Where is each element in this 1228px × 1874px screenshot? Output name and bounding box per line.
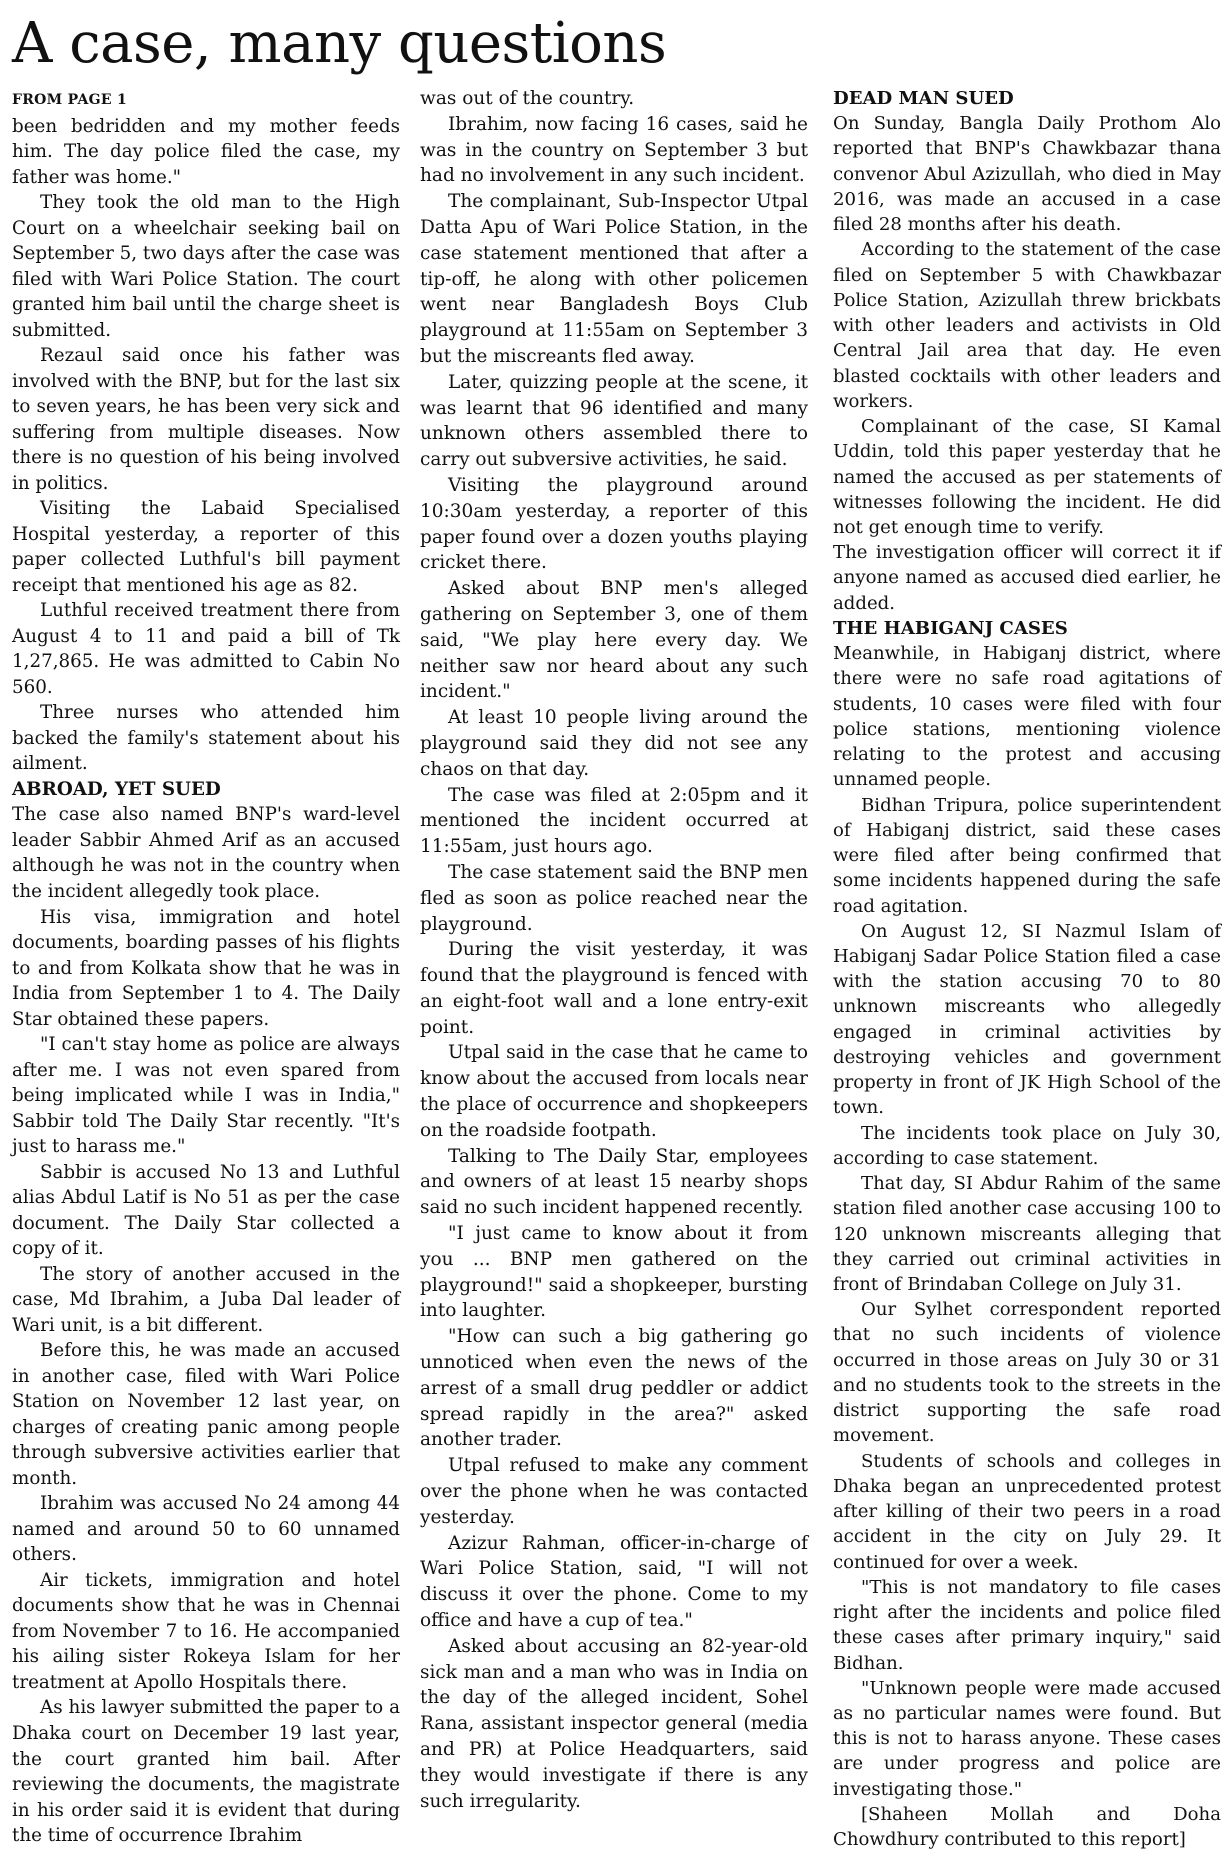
paragraph: The investigation officer will correct it if anyone named as accused died earlier, he added.	[833, 542, 1221, 614]
paragraph: "How can such a big gathering go unnoticed when even the news of the arrest of a small drug peddler or addict spread rapidly in the area?" asked another trader.	[420, 1326, 808, 1451]
paragraph: The incidents took place on July 30, according to case statement.	[833, 1122, 1221, 1169]
paragraph: Our Sylhet correspondent reported that no such incidents of violence occurred in those areas on July 30 or 31 and no students took to the streets in the district supporting the safe road movement.	[833, 1299, 1221, 1447]
paragraph: Asked about BNP men's alleged gathering on September 3, one of them said, "We play here every day. We neither saw nor heard about any such incident."	[420, 578, 808, 703]
paragraph: Meanwhile, in Habiganj district, where there were no safe road agitations of students, 10 cases were filed with four police stations, mentioning violence relating to the protest and accusing unnamed people.	[833, 643, 1221, 791]
paragraph: The case also named BNP's ward-level leader Sabbir Ahmed Arif as an accused although he was not in the country when the incident allegedly took place.	[12, 804, 400, 902]
paragraph: Bidhan Tripura, police superintendent of Habiganj district, said these cases were filed after being confirmed that some incidents happened during the safe road agitation.	[833, 794, 1221, 917]
paragraph: Rezaul said once his father was involved with the BNP, but for the last six to seven years, he has been very sick and suffering from multiple diseases. Now there is no question of his being involved in politics.	[12, 345, 400, 494]
paragraph: Three nurses who attended him backed the family's statement about his ailment.	[12, 702, 400, 775]
article-column-1	[12, 86, 400, 1849]
article-column-2	[420, 86, 808, 1814]
headline: A case, many questions	[12, 11, 667, 76]
paragraph: During the visit yesterday, it was found that the playground is fenced with an eight-foot wall and a lone entry-exit point.	[420, 939, 808, 1038]
paragraph: Asked about accusing an 82-year-old sick man and a man who was in India on the day of the alleged incident, Sohel Rana, assistant inspector general (media and PR) at Police Headquarters, said they would investigate if there is any such irregularity.	[420, 1635, 808, 1812]
paragraph: At least 10 people living around the playground said they did not see any chaos on that day.	[420, 707, 808, 780]
paragraph: According to the statement of the case filed on September 5 with Chawkbazar Police Station, Azizullah threw brickbats with other leaders and activists in Old Central Jail area that day. He even blasted cocktails with other leaders and workers.	[833, 239, 1221, 412]
paragraph: Before this, he was made an accused in another case, filed with Wari Police Station on November 12 last year, on charges of creating panic among people through subversive activities earlier that month.	[12, 1340, 400, 1489]
paragraph: Utpal said in the case that he came to know about the accused from locals near the place of occurrence and shopkeepers on the roadside footpath.	[420, 1042, 808, 1141]
paragraph: "Unknown people were made accused as no particular names were found. But this is not to harass anyone. These cases are under progress and police are investigating those."	[833, 1677, 1221, 1800]
subhead-abroad-yet-sued: ABROAD, YET SUED	[12, 778, 221, 800]
paragraph: Visiting the playground around 10:30am yesterday, a reporter of this paper found over a dozen youths playing cricket there.	[420, 474, 808, 574]
paragraph: Azizur Rahman, officer-in-charge of Wari Police Station, said, "I will not discuss it over the phone. Come to my office and have a cup of tea."	[420, 1532, 808, 1632]
paragraph: Later, quizzing people at the scene, it was learnt that 96 identified and many unknown others assembled there to carry out subversive activities, he said.	[420, 371, 808, 471]
paragraph: On August 12, SI Nazmul Islam of Habiganj Sadar Police Station filed a case with the station accusing 70 to 80 unknown miscreants who allegedly engaged in criminal activities by destroying vehicles and government property in front of JK High School of the town.	[833, 920, 1221, 1119]
paragraph: Luthful received treatment there from August 4 to 11 and paid a bill of Tk 1,27,865. He was admitted to Cabin No 560.	[12, 600, 400, 698]
subhead-habiganj-cases: THE HABIGANJ CASES	[833, 617, 1068, 639]
paragraph: Utpal refused to make any comment over the phone when he was contacted yesterday.	[420, 1455, 808, 1528]
paragraph: As his lawyer submitted the paper to a Dhaka court on December 19 last year, the court granted him bail. After reviewing the documents, the magistrate in his order said it is evident that during the time of occurrence Ibrahim	[12, 1697, 400, 1847]
paragraph: Ibrahim was accused No 24 among 44 named and around 50 to 60 unnamed others.	[12, 1493, 400, 1566]
paragraph: Visiting the Labaid Specialised Hospital yesterday, a reporter of this paper collected Luthful's bill payment receipt that mentioned his age as 82.	[12, 498, 400, 596]
paragraph: The case was filed at 2:05pm and it mentioned the incident occurred at 11:55am, just hours ago.	[420, 784, 808, 858]
paragraph: Ibrahim, now facing 16 cases, said he was in the country on September 3 but had no involvement in any such incident.	[420, 113, 808, 187]
article-column-3	[833, 86, 1221, 1852]
paragraph: "I just came to know about it from you ... BNP men gathered on the playground!" said a shopkeeper, bursting into laughter.	[420, 1223, 808, 1322]
from-page-label: FROM PAGE 1	[12, 92, 128, 108]
paragraph: The complainant, Sub-Inspector Utpal Datta Apu of Wari Police Station, in the case statement mentioned that after a tip-off, he along with other policemen went near Bangladesh Boys Club playground at 11:55am on September 3 but the miscreants fled away.	[420, 191, 808, 367]
subhead-dead-man-sued: DEAD MAN SUED	[833, 88, 1014, 109]
paragraph: On Sunday, Bangla Daily Prothom Alo reported that BNP's Chawkbazar thana convenor Abul Azizullah, who died in May 2016, was made an accused in a case filed 28 months after his death.	[833, 113, 1221, 236]
paragraph: They took the old man to the High Court on a wheelchair seeking bail on September 5, two days after the case was filed with Wari Police Station. The court granted him bail until the charge sheet is submitted.	[12, 192, 401, 341]
paragraph: His visa, immigration and hotel documents, boarding passes of his flights to and from Kolkata show that he was in India from September 1 to 4. The Daily Star obtained these papers.	[12, 906, 400, 1030]
paragraph: been bedridden and my mother feeds him. The day police filed the case, my father was home."	[12, 115, 400, 188]
paragraph: was out of the country.	[420, 88, 635, 109]
paragraph: The case statement said the BNP men fled as soon as police reached near the playground.	[420, 861, 808, 935]
paragraph: Students of schools and colleges in Dhaka began an unprecedented protest after killing of their two peers in a road accident in the city on July 29. It continued for over a week.	[833, 1450, 1221, 1573]
paragraph: Air tickets, immigration and hotel documents show that he was in Chennai from November 7 to 16. He accompanied his ailing sister Rokeya Islam for her treatment at Apollo Hospitals there.	[12, 1569, 400, 1693]
paragraph: Sabbir is accused No 13 and Luthful alias Abdul Latif is No 51 as per the case document. The Daily Star collected a copy of it.	[12, 1161, 400, 1260]
paragraph: That day, SI Abdur Rahim of the same station filed another case accusing 100 to 120 unknown miscreants alleging that they carried out criminal activities in front of Brindaban College on July 31.	[833, 1173, 1221, 1296]
paragraph: "I can't stay home as police are always after me. I was not even spared from being implicated while I was in India," Sabbir told The Daily Star recently. "It's just to harass me."	[12, 1034, 400, 1158]
paragraph: Talking to The Daily Star, employees and owners of at least 15 nearby shops said no such incident happened recently.	[420, 1145, 808, 1219]
contributor-credit: [Shaheen Mollah and Doha Chowdhury contributed to this report]	[833, 1803, 1221, 1851]
paragraph: The story of another accused in the case, Md Ibrahim, a Juba Dal leader of Wari unit, is a bit different.	[12, 1263, 400, 1336]
paragraph: Complainant of the case, SI Kamal Uddin, told this paper yesterday that he named the accused as per statements of witnesses following the incident. He did not get enough time to verify.	[833, 416, 1221, 538]
paragraph: "This is not mandatory to file cases right after the incidents and police filed these cases after primary inquiry," said Bidhan.	[833, 1576, 1221, 1674]
